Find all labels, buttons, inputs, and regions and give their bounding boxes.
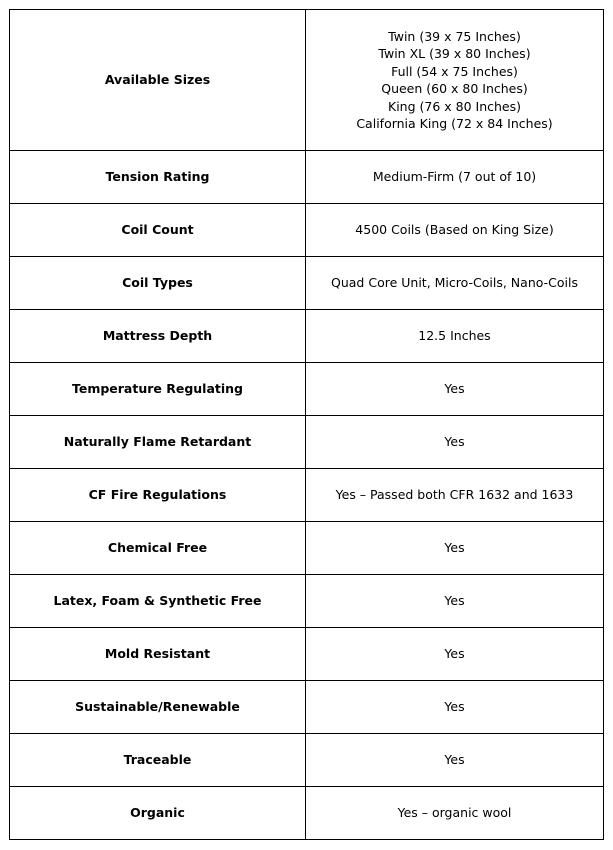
table-row-synthetic-free <box>10 575 604 628</box>
row-label: Available Sizes <box>10 10 306 151</box>
size-item: California King (72 x 84 Inches) <box>356 116 553 131</box>
spec-table <box>9 9 604 840</box>
row-label: Coil Types <box>10 257 306 310</box>
row-value: Yes <box>306 628 604 681</box>
row-value: Yes <box>306 416 604 469</box>
row-label: Mold Resistant <box>10 628 306 681</box>
table-row-organic <box>10 787 604 840</box>
row-value: Medium-Firm (7 out of 10) <box>306 151 604 204</box>
row-value: Yes – Passed both CFR 1632 and 1633 <box>306 469 604 522</box>
table-row-temperature-regulating <box>10 363 604 416</box>
row-value: Quad Core Unit, Micro-Coils, Nano-Coils <box>306 257 604 310</box>
row-value: 12.5 Inches <box>306 310 604 363</box>
row-label: Tension Rating <box>10 151 306 204</box>
row-label: Organic <box>10 787 306 840</box>
table-row-sustainable <box>10 681 604 734</box>
row-label: Mattress Depth <box>10 310 306 363</box>
row-value: Yes <box>306 363 604 416</box>
row-label: CF Fire Regulations <box>10 469 306 522</box>
table-row-chemical-free <box>10 522 604 575</box>
table-row-available-sizes <box>10 10 604 151</box>
row-value: 4500 Coils (Based on King Size) <box>306 204 604 257</box>
size-item: Twin (39 x 75 Inches) <box>388 28 521 44</box>
row-label: Chemical Free <box>10 522 306 575</box>
row-value: Yes – organic wool <box>306 787 604 840</box>
size-item: King (76 x 80 Inches) <box>388 98 521 114</box>
row-value <box>306 10 604 151</box>
table-row-coil-types <box>10 257 604 310</box>
row-value: Yes <box>306 522 604 575</box>
row-value: Yes <box>306 575 604 628</box>
table-row-tension-rating <box>10 151 604 204</box>
row-value: Yes <box>306 734 604 787</box>
row-value: Yes <box>306 681 604 734</box>
table-row-traceable <box>10 734 604 787</box>
table-row-mold-resistant <box>10 628 604 681</box>
table-row-flame-retardant <box>10 416 604 469</box>
row-label: Traceable <box>10 734 306 787</box>
row-label: Naturally Flame Retardant <box>10 416 306 469</box>
table-row-coil-count <box>10 204 604 257</box>
row-label: Latex, Foam & Synthetic Free <box>10 575 306 628</box>
table-row-fire-regulations <box>10 469 604 522</box>
row-label: Coil Count <box>10 204 306 257</box>
row-label: Sustainable/Renewable <box>10 681 306 734</box>
sizes-list <box>312 28 597 133</box>
row-label: Temperature Regulating <box>10 363 306 416</box>
size-item: Full (54 x 75 Inches) <box>391 63 518 79</box>
table-row-mattress-depth <box>10 310 604 363</box>
size-item: Queen (60 x 80 Inches) <box>381 81 528 96</box>
size-item: Twin XL (39 x 80 Inches) <box>378 46 531 61</box>
